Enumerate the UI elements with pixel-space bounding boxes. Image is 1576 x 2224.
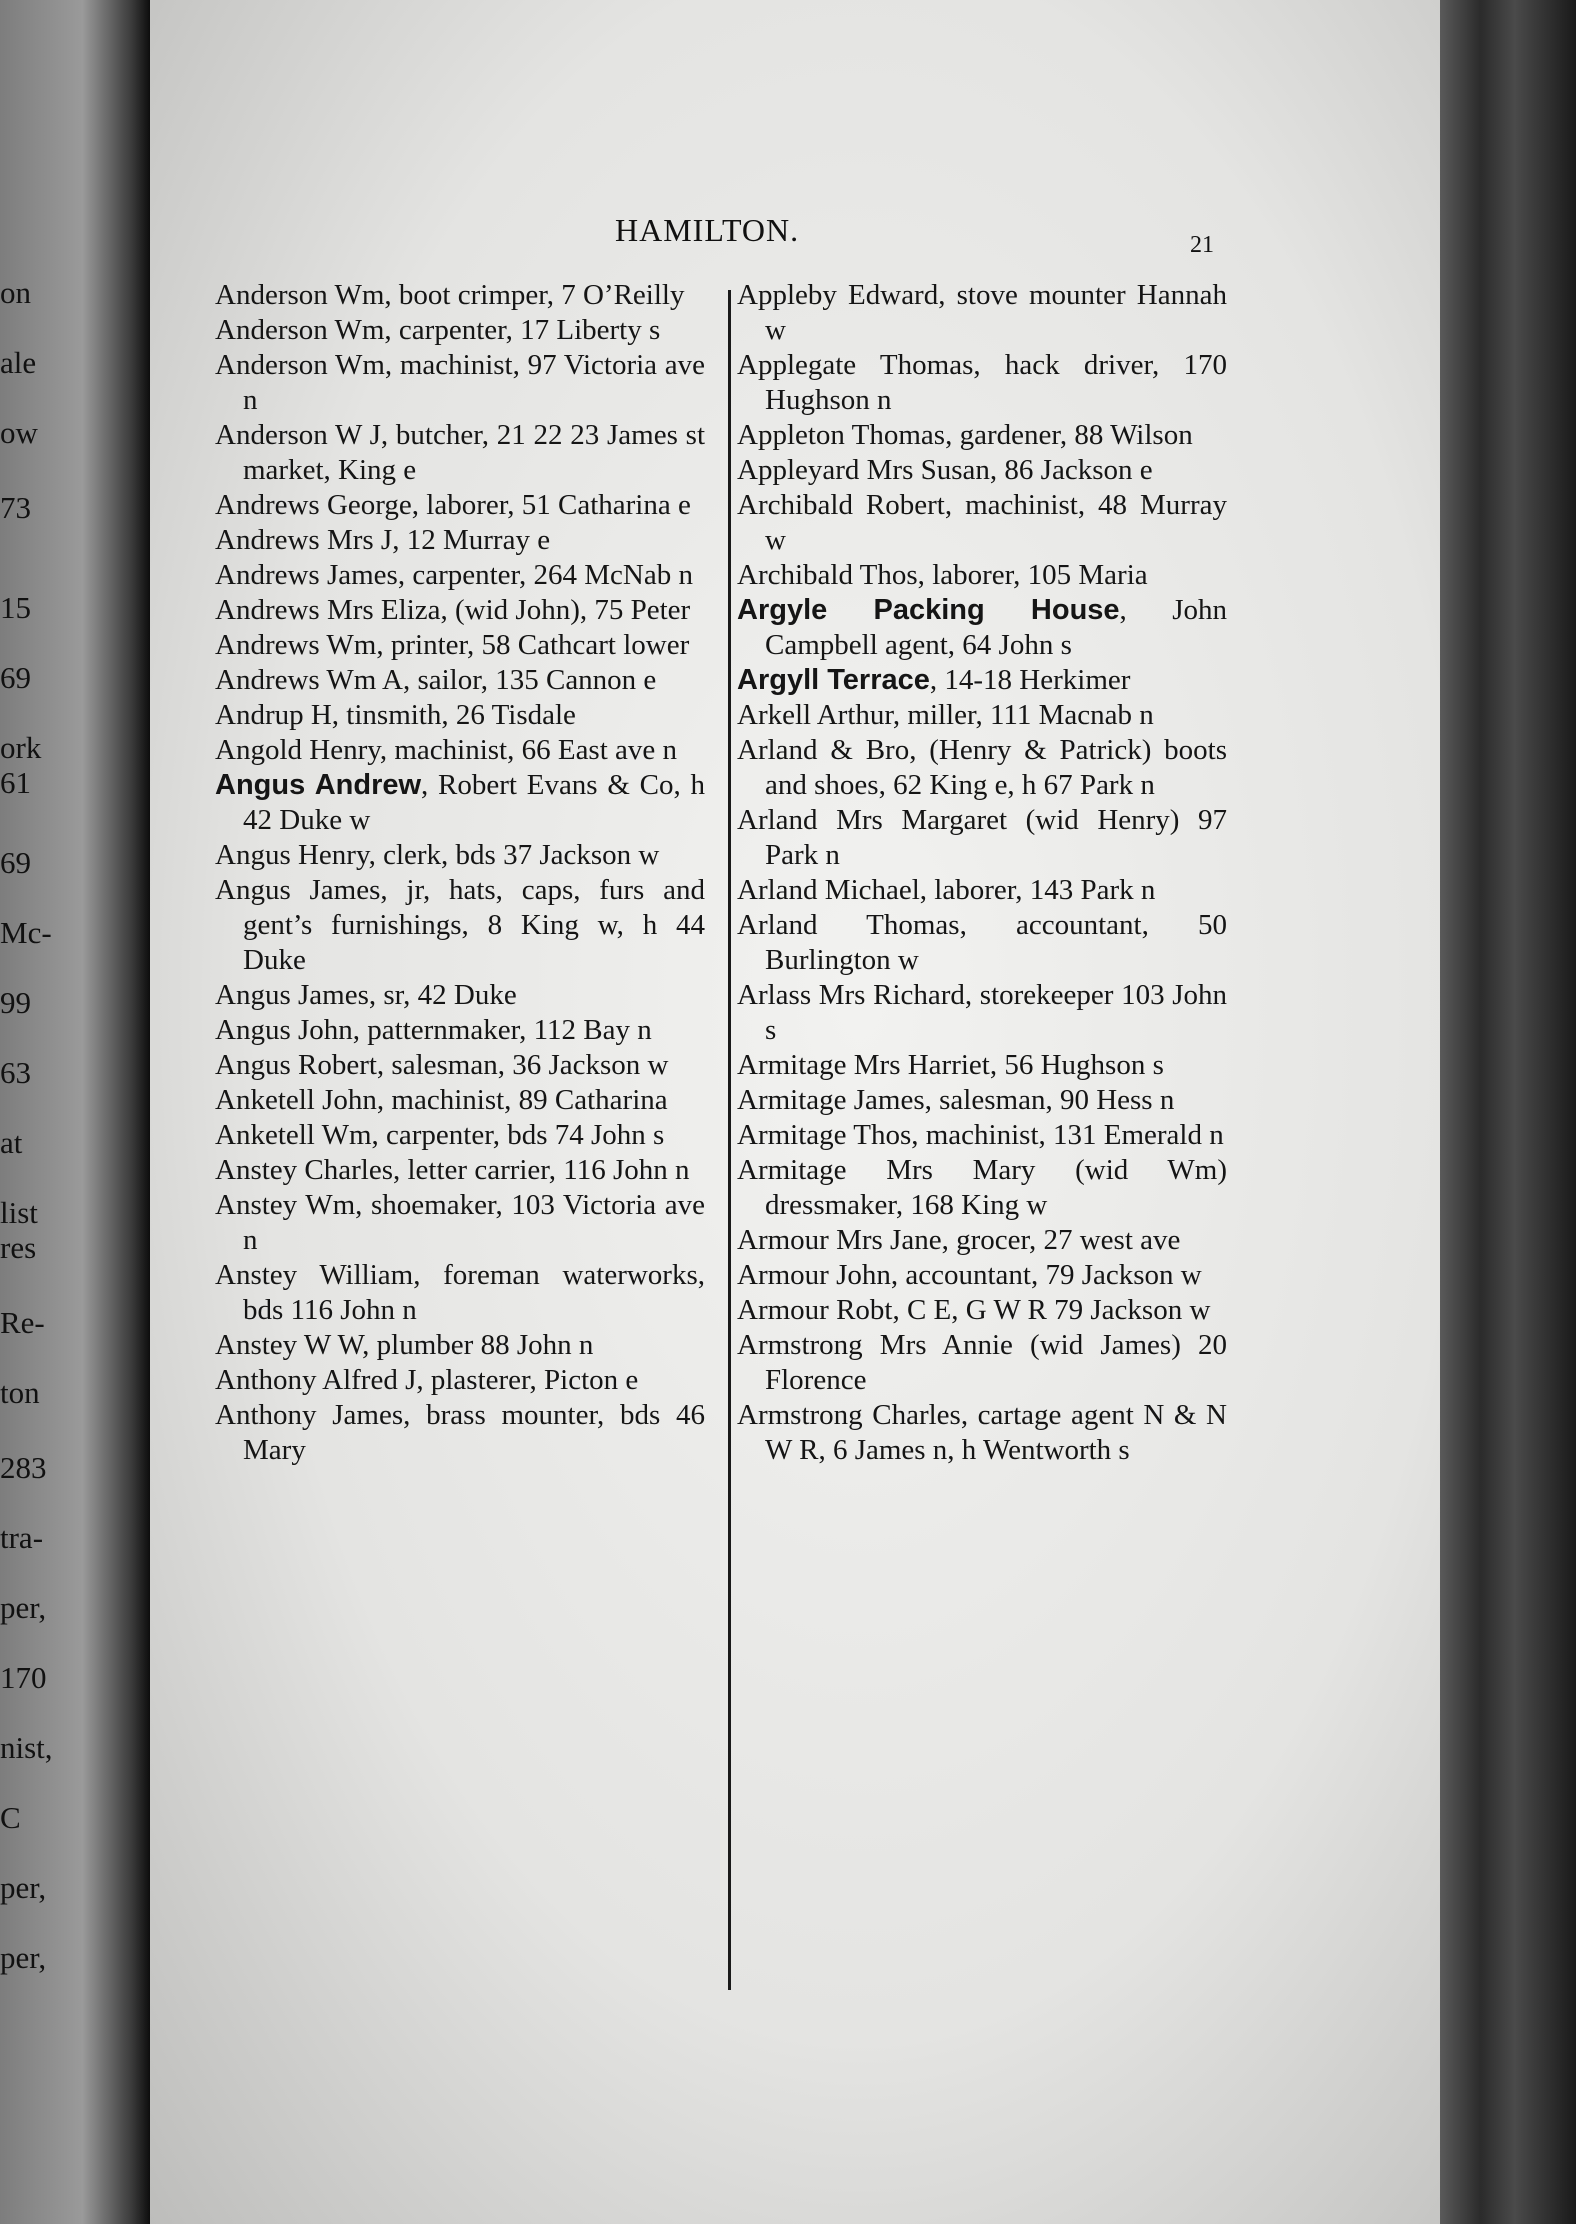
entry-details: (wid Wm) dressmaker, 168 King w bbox=[765, 1154, 1227, 1221]
entry-details: grocer, 27 west ave bbox=[948, 1224, 1181, 1256]
previous-page-fragment: 73 bbox=[0, 490, 31, 525]
entry-details: machinist, 48 Murray w bbox=[765, 489, 1227, 556]
directory-entry bbox=[215, 1258, 705, 1328]
entry-details: tinsmith, 26 Tisdale bbox=[339, 699, 576, 731]
directory-entry bbox=[737, 1328, 1227, 1398]
entry-name: Andrews George, bbox=[215, 489, 420, 521]
previous-page-fragment: ork bbox=[0, 730, 42, 765]
entry-name: Angus James, bbox=[215, 874, 388, 906]
entry-name: Arland Thomas, bbox=[737, 909, 967, 941]
entry-details: 56 Hughson s bbox=[997, 1049, 1164, 1081]
entry-name: Armitage James, bbox=[737, 1084, 932, 1116]
entry-name: Angus Henry, bbox=[215, 839, 376, 871]
entry-name: Andrews Mrs Eliza, bbox=[215, 594, 448, 626]
directory-entry bbox=[215, 313, 705, 348]
previous-page-fragment: 63 bbox=[0, 1055, 31, 1090]
entry-name: Armitage Thos, bbox=[737, 1119, 919, 1151]
entry-details: stove mounter Hannah w bbox=[765, 279, 1227, 346]
entry-name: Andrup H, bbox=[215, 699, 340, 731]
directory-entry bbox=[737, 488, 1227, 558]
directory-entry bbox=[737, 558, 1227, 593]
entry-details: boot crimper, 7 O’Reilly bbox=[391, 279, 685, 311]
directory-entry bbox=[737, 1398, 1227, 1468]
entry-name: Anketell John, bbox=[215, 1084, 385, 1116]
entry-name: Angus Andrew bbox=[215, 769, 422, 801]
directory-entry bbox=[215, 733, 705, 768]
entry-name: Andrews Wm A, bbox=[215, 664, 411, 696]
directory-entry bbox=[215, 418, 705, 488]
entry-name: Armour Robt, bbox=[737, 1294, 900, 1326]
entry-name: Armstrong Charles, bbox=[737, 1399, 969, 1431]
directory-entry bbox=[737, 348, 1227, 418]
entry-name: Archibald Thos, bbox=[737, 559, 925, 591]
entry-details: carpenter, 264 McNab n bbox=[405, 559, 693, 591]
entry-details: machinist, 66 East ave n bbox=[387, 734, 678, 766]
entry-name: Anstey Charles, bbox=[215, 1154, 401, 1186]
entry-details: machinist, 131 Emerald n bbox=[918, 1119, 1224, 1151]
entry-details: butcher, 21 22 23 James st market, King e bbox=[243, 419, 705, 486]
directory-entry bbox=[737, 1153, 1227, 1223]
entry-name: Anderson Wm, bbox=[215, 314, 392, 346]
entry-details: 86 Jackson e bbox=[997, 454, 1153, 486]
entry-name: Arkell Arthur, bbox=[737, 699, 901, 731]
directory-entry bbox=[215, 663, 705, 698]
entry-name: Armstrong Mrs Annie bbox=[737, 1329, 1013, 1361]
entry-name: Anketell Wm, bbox=[215, 1119, 379, 1151]
entry-name: Anthony James, bbox=[215, 1399, 411, 1431]
previous-page-fragment: nist, bbox=[0, 1730, 53, 1765]
directory-entry bbox=[215, 838, 705, 873]
entry-details: laborer, 143 Park n bbox=[927, 874, 1156, 906]
entry-name: Appleton Thomas, bbox=[737, 419, 953, 451]
previous-page-fragment: ale bbox=[0, 345, 37, 380]
entry-name: Anthony Alfred J, bbox=[215, 1364, 424, 1396]
entry-name: Archibald Robert, bbox=[737, 489, 953, 521]
column-divider bbox=[728, 290, 731, 1990]
directory-entry bbox=[737, 733, 1227, 803]
entry-details: storekeeper 103 John s bbox=[765, 979, 1227, 1046]
entry-name: Anderson W J, bbox=[215, 419, 389, 451]
previous-page-edge bbox=[0, 0, 150, 2224]
previous-page-fragment: ton bbox=[0, 1375, 40, 1410]
entry-name: Angus John, bbox=[215, 1014, 361, 1046]
entry-name: Armour Mrs Jane, bbox=[737, 1224, 949, 1256]
entry-details: laborer, 51 Catharina e bbox=[419, 489, 691, 521]
book-binding bbox=[1440, 0, 1576, 2224]
entry-name: Angus James, bbox=[215, 979, 377, 1011]
previous-page-fragment: 61 bbox=[0, 765, 31, 800]
entry-details: accountant, 79 Jackson w bbox=[898, 1259, 1202, 1291]
directory-entry bbox=[215, 348, 705, 418]
entry-details: plumber 88 John n bbox=[369, 1329, 594, 1361]
entry-details: C E, G W R 79 Jackson w bbox=[899, 1294, 1211, 1326]
directory-entry bbox=[737, 1118, 1227, 1153]
previous-page-fragment: res bbox=[0, 1230, 37, 1265]
directory-entry bbox=[737, 698, 1227, 733]
directory-entry bbox=[737, 978, 1227, 1048]
entry-details: (wid Henry) 97 Park n bbox=[765, 804, 1227, 871]
directory-entry bbox=[215, 1118, 705, 1153]
directory-entry bbox=[215, 1013, 705, 1048]
entry-name: Anstey W W, bbox=[215, 1329, 370, 1361]
directory-entry bbox=[215, 1398, 705, 1468]
directory-entry bbox=[215, 593, 705, 628]
entry-name: Armour John, bbox=[737, 1259, 899, 1291]
directory-entry bbox=[215, 628, 705, 663]
previous-page-fragment: 69 bbox=[0, 845, 31, 880]
entry-details: (Henry & Patrick) boots and shoes, 62 King e, h 67 Park n bbox=[765, 734, 1227, 801]
entry-details: , Robert Evans & Co, h 42 Duke w bbox=[243, 769, 705, 836]
entry-details: carpenter, bds 74 John s bbox=[378, 1119, 665, 1151]
entry-name: Armitage Mrs Mary bbox=[737, 1154, 1036, 1186]
entry-name: Arlass Mrs Richard, bbox=[737, 979, 973, 1011]
directory-entry bbox=[215, 1363, 705, 1398]
previous-page-fragment: 69 bbox=[0, 660, 31, 695]
entry-name: Angold Henry, bbox=[215, 734, 388, 766]
entry-details: 12 Murray e bbox=[399, 524, 551, 556]
directory-entry bbox=[215, 1328, 705, 1363]
entry-details: cartage agent N & N W R, 6 James n, h Wentworth s bbox=[765, 1399, 1227, 1466]
entry-name: Andrews James, bbox=[215, 559, 406, 591]
directory-entry bbox=[215, 1048, 705, 1083]
entry-details: gardener, 88 Wilson bbox=[952, 419, 1193, 451]
directory-entry bbox=[737, 663, 1227, 698]
entry-name: Anderson Wm, bbox=[215, 349, 393, 381]
previous-page-fragment: on bbox=[0, 275, 31, 310]
entry-name: Andrews Mrs J, bbox=[215, 524, 400, 556]
entry-details: accountant, 50 Burlington w bbox=[765, 909, 1227, 976]
directory-entry bbox=[215, 698, 705, 733]
entry-name: Anstey Wm, bbox=[215, 1189, 363, 1221]
directory-entry bbox=[215, 768, 705, 838]
entry-details: machinist, 89 Catharina bbox=[384, 1084, 668, 1116]
entry-details: printer, 58 Cathcart lower bbox=[383, 629, 690, 661]
previous-page-fragment: ow bbox=[0, 415, 38, 450]
previous-page-fragment: list bbox=[0, 1195, 38, 1230]
directory-entry bbox=[737, 1083, 1227, 1118]
entry-name: Armitage Mrs Harriet, bbox=[737, 1049, 998, 1081]
entry-details: laborer, 105 Maria bbox=[924, 559, 1148, 591]
entry-details: carpenter, 17 Liberty s bbox=[391, 314, 661, 346]
entry-name: Arland & Bro, bbox=[737, 734, 917, 766]
entry-details: jr, hats, caps, furs and gent’s furnishings, 8 King w, h 44 Duke bbox=[243, 874, 705, 976]
previous-page-fragment: Mc- bbox=[0, 915, 52, 950]
directory-entry bbox=[737, 593, 1227, 663]
directory-entry bbox=[215, 523, 705, 558]
entry-details: (wid James) 20 Florence bbox=[765, 1329, 1227, 1396]
directory-entry bbox=[215, 1083, 705, 1118]
directory-entry bbox=[737, 908, 1227, 978]
entry-name: Anstey William, bbox=[215, 1259, 421, 1291]
page-number: 21 bbox=[1190, 232, 1214, 258]
previous-page-fragment: per, bbox=[0, 1940, 47, 1975]
entry-details: clerk, bds 37 Jackson w bbox=[375, 839, 660, 871]
left-column bbox=[215, 278, 705, 1468]
previous-page-fragment: Re- bbox=[0, 1305, 45, 1340]
entry-details: plasterer, Picton e bbox=[423, 1364, 639, 1396]
entry-details: miller, 111 Macnab n bbox=[900, 699, 1154, 731]
directory-entry bbox=[215, 1153, 705, 1188]
entry-name: Argyll Terrace bbox=[737, 664, 930, 696]
previous-page-fragment: per, bbox=[0, 1590, 47, 1625]
directory-entry bbox=[215, 558, 705, 593]
directory-entry bbox=[215, 488, 705, 523]
directory-entry bbox=[215, 1188, 705, 1258]
previous-page-fragment: C bbox=[0, 1800, 21, 1835]
entry-details: sailor, 135 Cannon e bbox=[410, 664, 657, 696]
previous-page-fragment: 170 bbox=[0, 1660, 47, 1695]
entry-details: letter carrier, 116 John n bbox=[400, 1154, 690, 1186]
entry-details: , John Campbell agent, 64 John s bbox=[765, 594, 1227, 661]
entry-name: Andrews Wm, bbox=[215, 629, 384, 661]
directory-entry bbox=[215, 873, 705, 978]
entry-details: (wid John), 75 Peter bbox=[447, 594, 691, 626]
entry-details: , 14-18 Herkimer bbox=[929, 664, 1131, 696]
previous-page-fragment: 283 bbox=[0, 1450, 47, 1485]
directory-entry bbox=[737, 278, 1227, 348]
entry-details: salesman, 36 Jackson w bbox=[384, 1049, 669, 1081]
directory-entry bbox=[737, 1258, 1227, 1293]
entry-details: machinist, 97 Victoria ave n bbox=[243, 349, 706, 416]
entry-details: foreman waterworks, bds 116 John n bbox=[243, 1259, 705, 1326]
entry-details: brass mounter, bds 46 Mary bbox=[243, 1399, 705, 1466]
directory-entry bbox=[737, 873, 1227, 908]
previous-page-fragment: 99 bbox=[0, 985, 31, 1020]
entry-name: Appleyard Mrs Susan, bbox=[737, 454, 998, 486]
directory-entry bbox=[737, 453, 1227, 488]
entry-details: shoemaker, 103 Victoria ave n bbox=[243, 1189, 706, 1256]
directory-entry bbox=[737, 418, 1227, 453]
entry-name: Arland Michael, bbox=[737, 874, 928, 906]
previous-page-fragment: 15 bbox=[0, 590, 31, 625]
entry-details: salesman, 90 Hess n bbox=[931, 1084, 1175, 1116]
directory-entry bbox=[737, 1223, 1227, 1258]
entry-details: patternmaker, 112 Bay n bbox=[360, 1014, 652, 1046]
directory-entry bbox=[215, 978, 705, 1013]
directory-entry bbox=[737, 1048, 1227, 1083]
entry-name: Anderson Wm, bbox=[215, 279, 392, 311]
entry-name: Appleby Edward, bbox=[737, 279, 946, 311]
entry-name: Argyle Packing House bbox=[737, 594, 1120, 626]
previous-page-fragment: per, bbox=[0, 1870, 47, 1905]
entry-name: Applegate Thomas, bbox=[737, 349, 981, 381]
entry-details: hack driver, 170 Hughson n bbox=[765, 349, 1228, 416]
directory-entry bbox=[215, 278, 705, 313]
entry-details: sr, 42 Duke bbox=[376, 979, 517, 1011]
right-column bbox=[737, 278, 1227, 1468]
entry-name: Angus Robert, bbox=[215, 1049, 385, 1081]
entry-name: Arland Mrs Margaret bbox=[737, 804, 1008, 836]
page-title: HAMILTON. bbox=[615, 212, 800, 248]
previous-page-fragment: at bbox=[0, 1125, 23, 1160]
directory-entry bbox=[737, 1293, 1227, 1328]
previous-page-fragment: tra- bbox=[0, 1520, 44, 1555]
directory-entry bbox=[737, 803, 1227, 873]
